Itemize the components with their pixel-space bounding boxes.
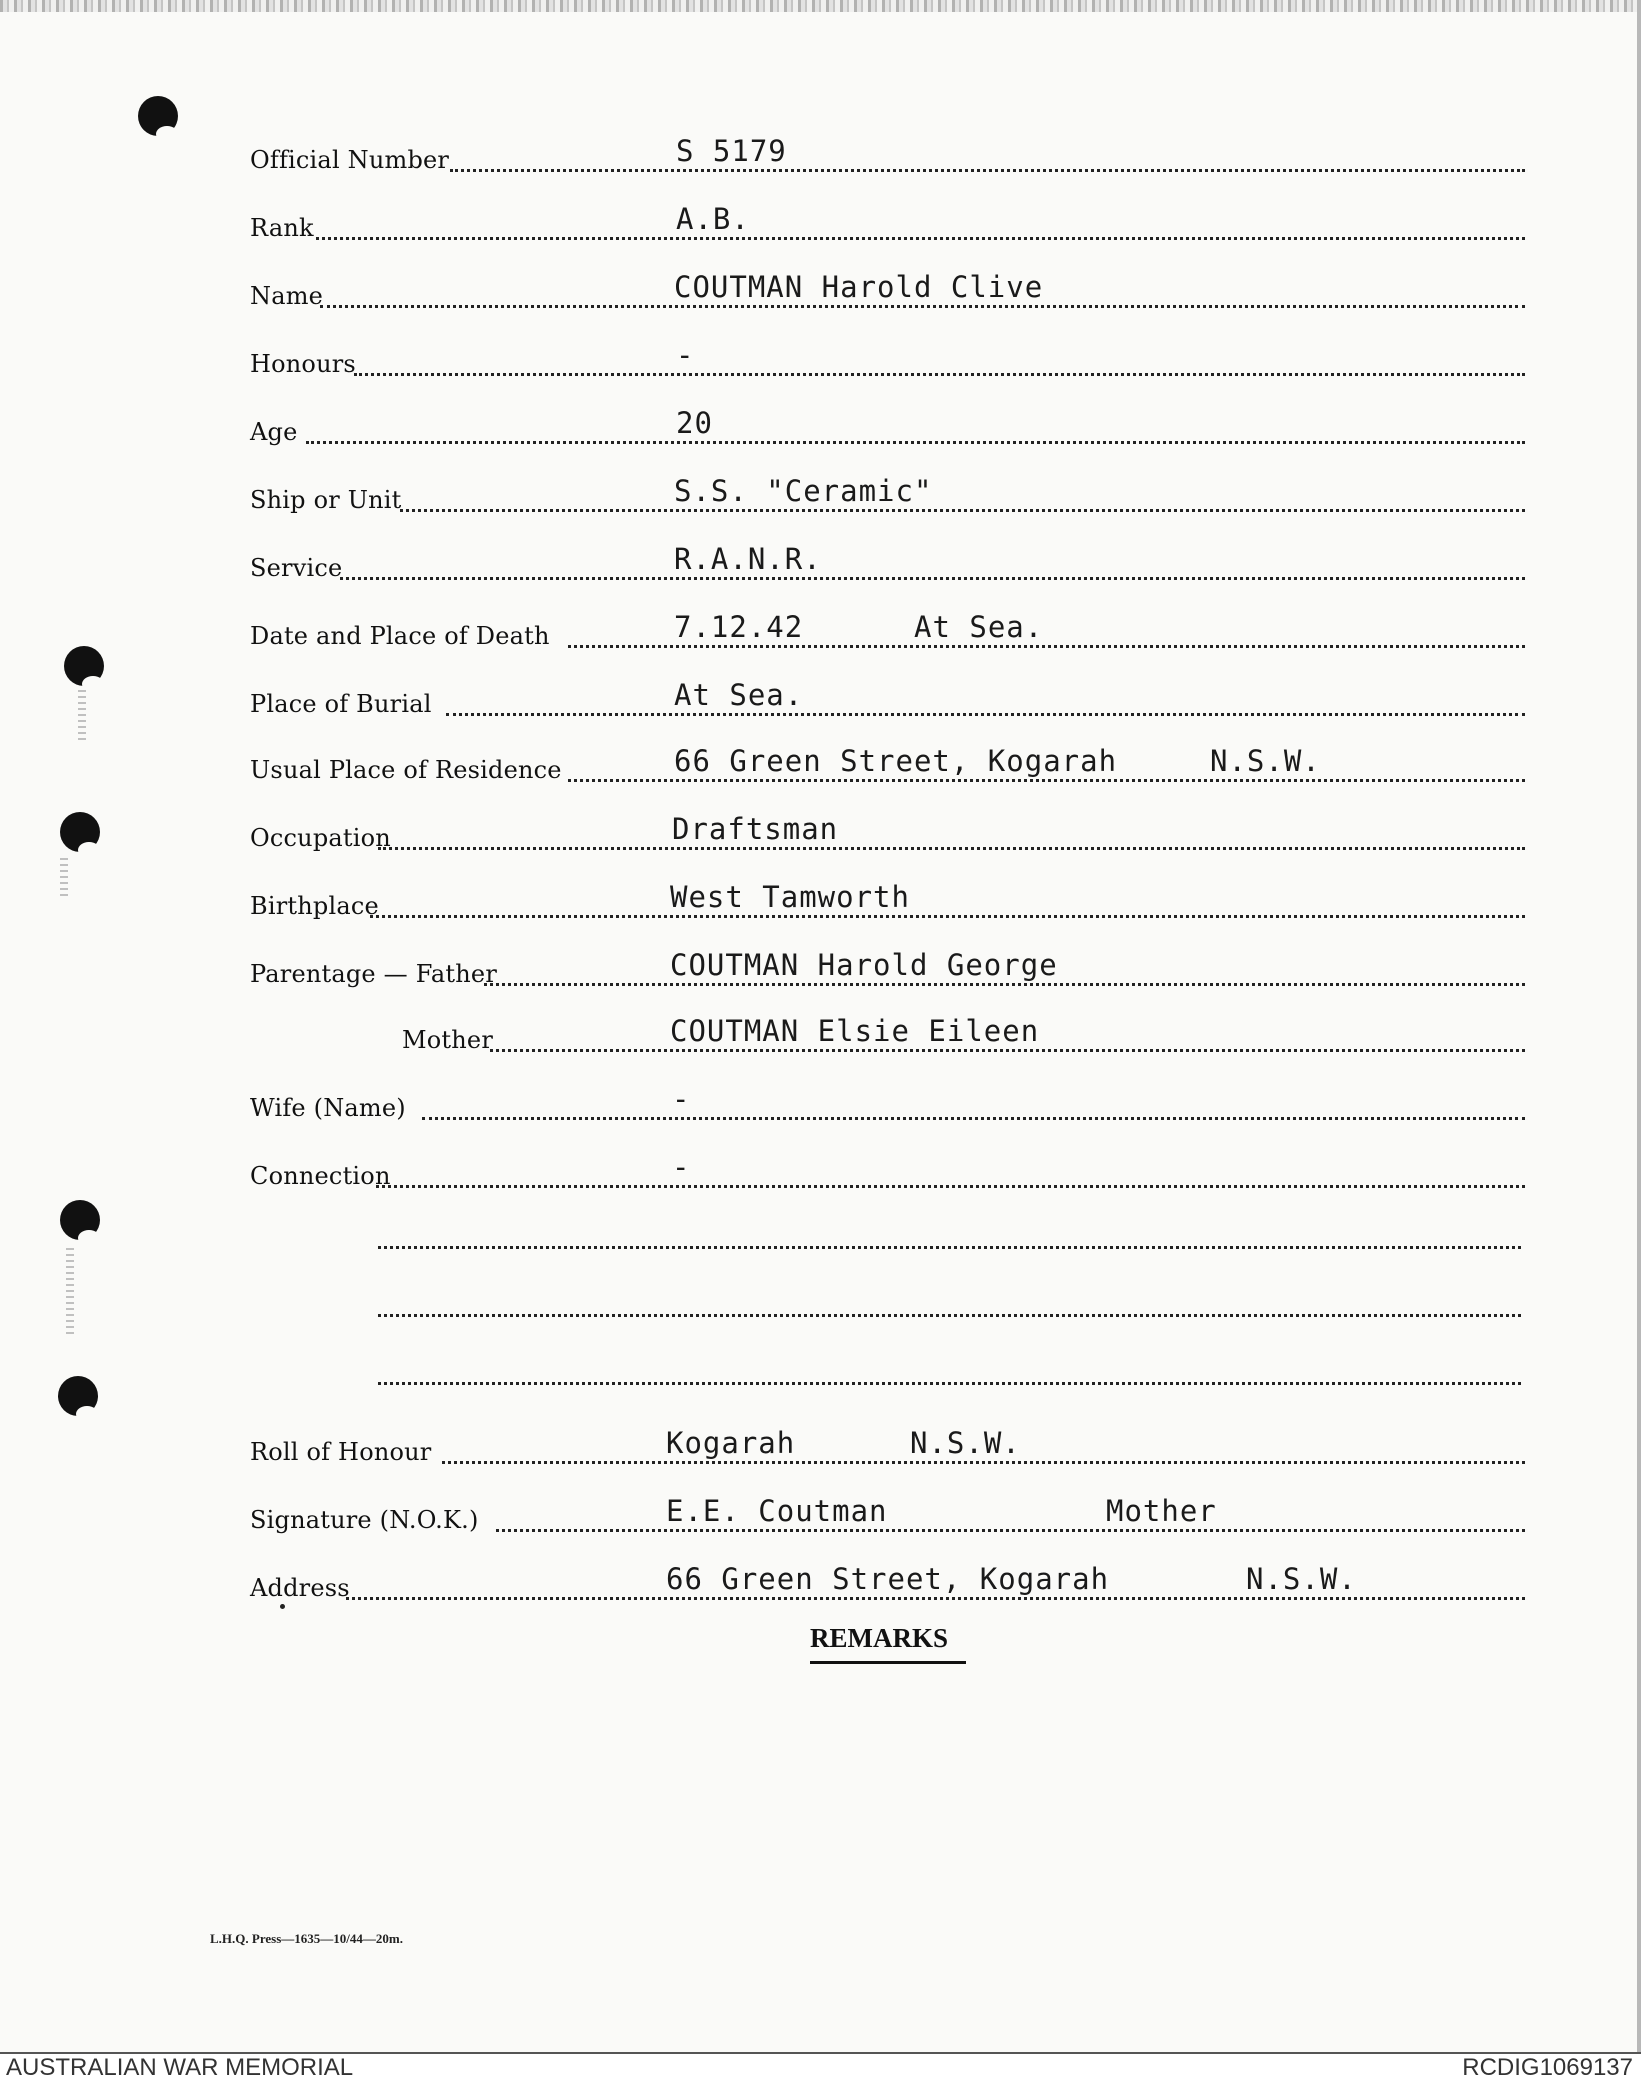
field-value: COUTMAN Harold George (670, 948, 1058, 982)
scan-smudge (78, 690, 86, 740)
field-label: Occupation (250, 824, 391, 852)
field-value: West Tamworth (670, 880, 910, 914)
field-honours (250, 336, 1525, 380)
field-roll-of-honour (250, 1424, 1525, 1468)
field-label: Ship or Unit (250, 486, 402, 514)
dotted-leader (496, 1529, 1525, 1532)
field-label: Usual Place of Residence (250, 756, 562, 784)
field-value: - (676, 338, 695, 372)
field-value-secondary: N.S.W. (1246, 1562, 1357, 1596)
field-label: Roll of Honour (250, 1438, 432, 1466)
field-value-secondary: N.S.W. (1210, 744, 1321, 778)
dotted-leader (346, 1597, 1525, 1600)
field-label: Age (250, 418, 298, 446)
field-place-of-burial (250, 676, 1525, 720)
field-service (250, 540, 1525, 584)
dotted-leader (376, 1185, 1525, 1188)
field-value: S 5179 (676, 134, 787, 168)
dotted-leader (316, 237, 1525, 240)
field-connection (250, 1148, 1525, 1192)
field-name (250, 268, 1525, 312)
dotted-leader (568, 645, 1525, 648)
field-value: - (672, 1150, 691, 1184)
field-rank (250, 200, 1525, 244)
scan-right-edge (1637, 0, 1641, 2052)
punch-hole (60, 1200, 100, 1240)
dotted-leader (450, 169, 1525, 172)
field-label: Place of Burial (250, 690, 432, 718)
field-value: Kogarah (666, 1426, 796, 1460)
punch-hole (138, 96, 178, 136)
field-label: Date and Place of Death (250, 622, 550, 650)
field-label: Connection (250, 1162, 391, 1190)
field-birthplace (250, 878, 1525, 922)
dotted-leader (306, 441, 1525, 444)
scan-smudge (66, 1248, 74, 1338)
punch-hole (64, 646, 104, 686)
field-parentage-father (250, 946, 1525, 990)
field-official-number (250, 132, 1525, 176)
scan-edge-noise (0, 0, 1641, 12)
field-value: R.A.N.R. (674, 542, 822, 576)
field-label: Service (250, 554, 343, 582)
blank-dotted-line (378, 1246, 1521, 1249)
field-value: S.S. "Ceramic" (674, 474, 933, 508)
field-occupation (250, 810, 1525, 854)
dotted-leader (354, 373, 1525, 376)
field-label: Signature (N.O.K.) (250, 1506, 479, 1534)
field-address (250, 1560, 1525, 1604)
field-label: Parentage — Father (250, 960, 497, 988)
field-wife-name (250, 1080, 1525, 1124)
dotted-leader (370, 915, 1525, 918)
dotted-leader (400, 509, 1525, 512)
field-value: 66 Green Street, Kogarah (674, 744, 1118, 778)
punch-hole (58, 1376, 98, 1416)
footer-record-id: RCDIG1069137 (1462, 2054, 1633, 2081)
dotted-leader (484, 983, 1525, 986)
field-value: A.B. (676, 202, 750, 236)
dotted-leader (442, 1461, 1525, 1464)
field-value: Draftsman (672, 812, 839, 846)
field-label: Honours (250, 350, 356, 378)
scan-smudge (60, 858, 68, 898)
field-usual-residence (250, 742, 1525, 786)
field-value: E.E. Coutman (666, 1494, 888, 1528)
dotted-leader (422, 1117, 1525, 1120)
field-value: 20 (676, 406, 713, 440)
field-label: Birthplace (250, 892, 379, 920)
field-ship-or-unit (250, 472, 1525, 516)
remarks-underline (810, 1661, 966, 1664)
blank-dotted-line (378, 1314, 1521, 1317)
field-value-secondary: N.S.W. (910, 1426, 1021, 1460)
field-value: 66 Green Street, Kogarah (666, 1562, 1110, 1596)
field-value-secondary: At Sea. (914, 610, 1044, 644)
blank-dotted-line (378, 1382, 1521, 1385)
ink-dot (280, 1604, 285, 1609)
dotted-leader (446, 713, 1525, 716)
dotted-leader (378, 847, 1525, 850)
field-value: COUTMAN Elsie Eileen (670, 1014, 1040, 1048)
field-label: Name (250, 282, 324, 310)
field-label: Mother (402, 1026, 494, 1054)
punch-hole (60, 812, 100, 852)
dotted-leader (320, 305, 1525, 308)
field-value: COUTMAN Harold Clive (674, 270, 1044, 304)
field-label: Wife (Name) (250, 1094, 406, 1122)
field-value: 7.12.42 (674, 610, 804, 644)
remarks-heading: REMARKS (810, 1623, 949, 1653)
field-label: Rank (250, 214, 314, 242)
field-label: Official Number (250, 146, 450, 174)
field-parentage-mother (250, 1012, 1525, 1056)
dotted-leader (490, 1049, 1525, 1052)
field-label: Address (250, 1574, 350, 1602)
field-value: At Sea. (674, 678, 804, 712)
field-age (250, 404, 1525, 448)
field-value-secondary: Mother (1106, 1494, 1217, 1528)
footer-source: AUSTRALIAN WAR MEMORIAL (6, 2054, 354, 2081)
field-signature-nok (250, 1492, 1525, 1536)
printer-imprint: L.H.Q. Press—1635—10/44—20m. (210, 1931, 403, 1946)
dotted-leader (568, 779, 1525, 782)
field-value: - (672, 1082, 691, 1116)
dotted-leader (340, 577, 1525, 580)
field-date-place-of-death (250, 608, 1525, 652)
